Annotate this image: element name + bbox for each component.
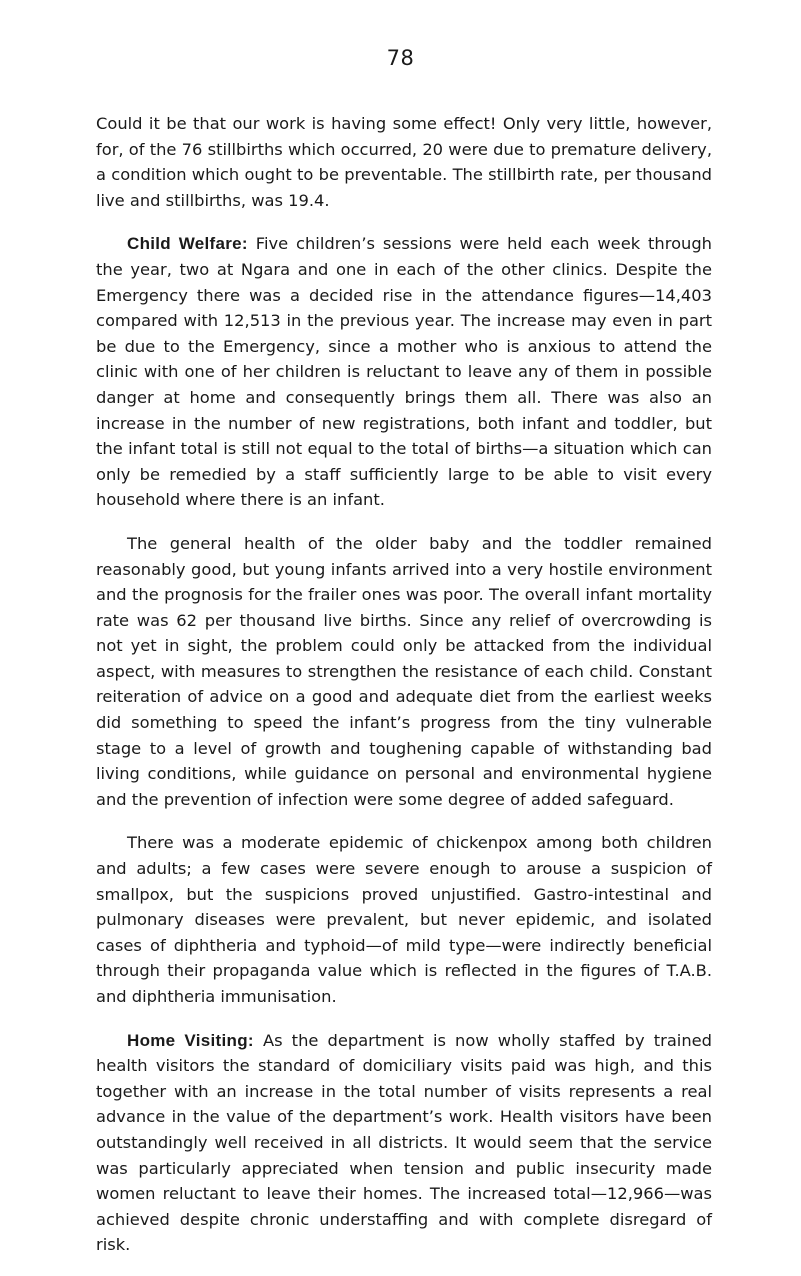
- paragraph-child-welfare: [96, 231, 712, 513]
- page-number: 78: [386, 46, 415, 70]
- document-body: [96, 111, 712, 1276]
- child-welfare-text: Five children’s sessions were held each week through the year, two at Ngara and one in each of the other clinics. Despite the Emergency there was a decided rise in the attendance figures—14,403 compared with 12,513 in the previous year. The increase may even in part be due to the Emergency, since a mother who is anxious to attend the clinic with one of her children is reluctant to leave any of them in possible danger at home and consequently brings them all. There was also an increase in the number of new registrations, both infant and toddler, but the infant total is still not equal to the total of births—a situation which can only be remedied by a staff sufficiently large to be able to visit every household where there is an infant.: [96, 234, 712, 510]
- section-heading-home-visiting: Home Visiting:: [127, 1030, 254, 1050]
- paragraph-home-visiting: [96, 1028, 712, 1258]
- section-heading-child-welfare: Child Welfare:: [127, 234, 248, 254]
- home-visiting-text: As the department is now wholly staffed by trained health visitors the standard of domiciliary visits paid was high, and this together with an increase in the total number of visits represents a real advance in the value of the department’s work. Health visitors have been outstandingly well received in all districts. It would seem that the service was particularly appreciated when tension and public insecurity made women reluctant to leave their homes. The increased total—12,966—was achieved despite chronic understaffing and with complete disregard of risk.: [96, 1030, 713, 1255]
- paragraph-epidemics: There was a moderate epidemic of chickenpox among both children and adults; a few cases were severe enough to arouse a suspicion of smallpox, but the suspicions proved unjustified. Gastro-intestinal and pulmonary diseases were prevalent, but never epidemic, and isolated cases of diphtheria and typhoid—of mild type—were indirectly beneficial through their propaganda value which is reflected in the figures of T.A.B. and diphtheria immunisation.: [96, 833, 712, 1006]
- paragraph-stillbirths: Could it be that our work is having some effect! Only very little, however, for, of the 76 stillbirths which occurred, 20 were due to premature delivery, a condition which ought to be preventable. The stillbirth rate, per thousand live and stillbirths, was 19.4.: [96, 114, 712, 210]
- paragraph-infant-health: The general health of the older baby and the toddler remained reasonably good, but young infants arrived into a very hostile environment and the prognosis for the frailer ones was poor. The overall infant mortality rate was 62 per thousand live births. Since any relief of overcrowding is not yet in sight, the problem could only be attacked from the individual aspect, with measures to strengthen the resistance of each child. Constant reiteration of advice on a good and adequate diet from the earliest weeks did something to speed the infant’s progress from the tiny vulnerable stage to a level of growth and toughening capable of withstanding bad living conditions, while guidance on personal and environmental hygiene and the prevention of infection were some degree of added safeguard.: [96, 533, 712, 809]
